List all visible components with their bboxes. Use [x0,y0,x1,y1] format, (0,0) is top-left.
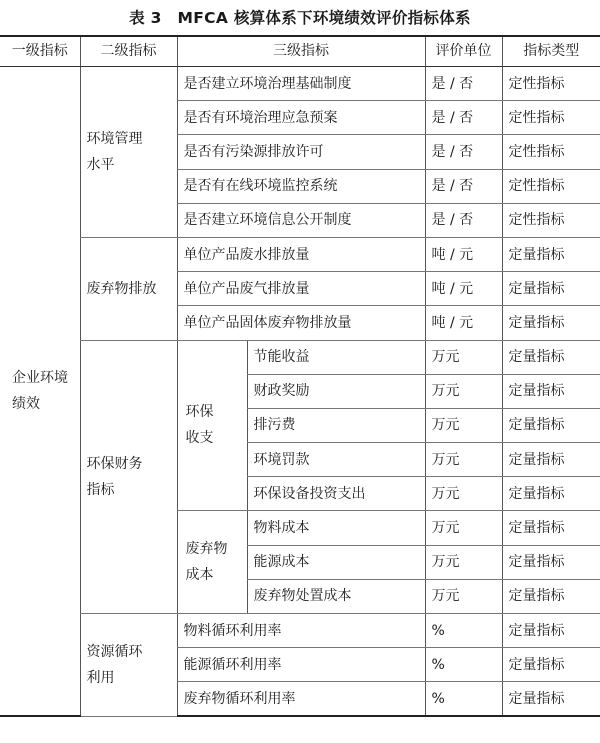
cell-line: 收支 [185,430,214,447]
indicator-type: 定性指标 [502,67,600,101]
header-type: 指标类型 [502,36,600,67]
indicator-unit: 吨 / 元 [425,306,502,340]
indicator-type: 定量指标 [502,545,600,579]
indicator-name: 能源循环利用率 [177,648,425,682]
header-unit: 评价单位 [425,36,502,67]
indicator-name: 物料成本 [247,511,425,545]
indicator-unit: 万元 [425,340,502,374]
indicator-type: 定量指标 [502,306,600,340]
indicator-name: 单位产品废气排放量 [177,272,425,306]
indicator-unit: 万元 [425,477,502,511]
indicator-table [0,35,600,717]
indicator-unit: 万元 [425,511,502,545]
indicator-unit: 是 / 否 [425,169,502,203]
table-row [0,340,600,374]
table-body [0,67,600,717]
cell-line: 环境管理 [86,130,143,147]
header-level1: 一级指标 [0,36,80,67]
indicator-name: 环境罚款 [247,443,425,477]
indicator-unit: 是 / 否 [425,203,502,237]
level2-cell [80,614,177,717]
cell-line: 环保财务 [86,455,143,472]
table-row [0,237,600,271]
cell-line: 水平 [86,156,115,173]
cell-line: 利用 [86,669,115,686]
indicator-unit: 万元 [425,408,502,442]
indicator-type: 定性指标 [502,101,600,135]
indicator-type: 定量指标 [502,648,600,682]
cell-line: 环保 [185,404,214,421]
indicator-name: 物料循环利用率 [177,614,425,648]
indicator-type: 定量指标 [502,272,600,306]
indicator-unit: 是 / 否 [425,67,502,101]
indicator-unit: % [425,648,502,682]
indicator-type: 定量指标 [502,477,600,511]
table-title: 表 3 MFCA 核算体系下环境绩效评价指标体系 [129,9,471,27]
indicator-type: 定量指标 [502,374,600,408]
cell-line: 废弃物 [185,541,228,558]
indicator-type: 定量指标 [502,237,600,271]
indicator-unit: 万元 [425,579,502,613]
indicator-name: 是否建立环境信息公开制度 [177,203,425,237]
cell-line: 指标 [86,481,115,498]
indicator-type: 定量指标 [502,614,600,648]
indicator-name: 废弃物循环利用率 [177,682,425,716]
level3-subgroup-cell [177,340,247,511]
level2-cell [80,237,177,340]
table-row [0,614,600,648]
indicator-type: 定性指标 [502,203,600,237]
indicator-unit: 万元 [425,374,502,408]
indicator-unit: 是 / 否 [425,101,502,135]
level2-cell [80,67,177,238]
indicator-unit: 是 / 否 [425,135,502,169]
indicator-name: 环保设备投资支出 [247,477,425,511]
table-row [0,67,600,101]
indicator-name: 财政奖励 [247,374,425,408]
indicator-type: 定量指标 [502,340,600,374]
cell-line: 资源循环 [86,643,143,660]
indicator-name: 是否有环境治理应急预案 [177,101,425,135]
indicator-type: 定性指标 [502,135,600,169]
cell-line: 废弃物排放 [86,280,157,297]
indicator-unit: % [425,682,502,716]
indicator-type: 定量指标 [502,511,600,545]
cell-line: 成本 [185,567,214,584]
indicator-name: 节能收益 [247,340,425,374]
indicator-name: 是否有污染源排放许可 [177,135,425,169]
indicator-name: 排污费 [247,408,425,442]
indicator-unit: 吨 / 元 [425,237,502,271]
header-level3: 三级指标 [177,36,425,67]
header-level2: 二级指标 [80,36,177,67]
indicator-type: 定性指标 [502,169,600,203]
indicator-name: 单位产品固体废弃物排放量 [177,306,425,340]
level1-cell [0,67,80,717]
indicator-type: 定量指标 [502,579,600,613]
indicator-type: 定量指标 [502,682,600,716]
indicator-unit: % [425,614,502,648]
indicator-name: 是否建立环境治理基础制度 [177,67,425,101]
indicator-unit: 万元 [425,545,502,579]
cell-line: 绩效 [12,396,40,413]
header-row [0,36,600,67]
level2-cell [80,340,177,614]
indicator-type: 定量指标 [502,443,600,477]
indicator-unit: 万元 [425,443,502,477]
indicator-name: 单位产品废水排放量 [177,237,425,271]
indicator-name: 能源成本 [247,545,425,579]
cell-line: 企业环境 [12,370,68,387]
indicator-name: 废弃物处置成本 [247,579,425,613]
level3-subgroup-cell [177,511,247,614]
indicator-name: 是否有在线环境监控系统 [177,169,425,203]
indicator-type: 定量指标 [502,408,600,442]
table-header [0,36,600,67]
indicator-unit: 吨 / 元 [425,272,502,306]
